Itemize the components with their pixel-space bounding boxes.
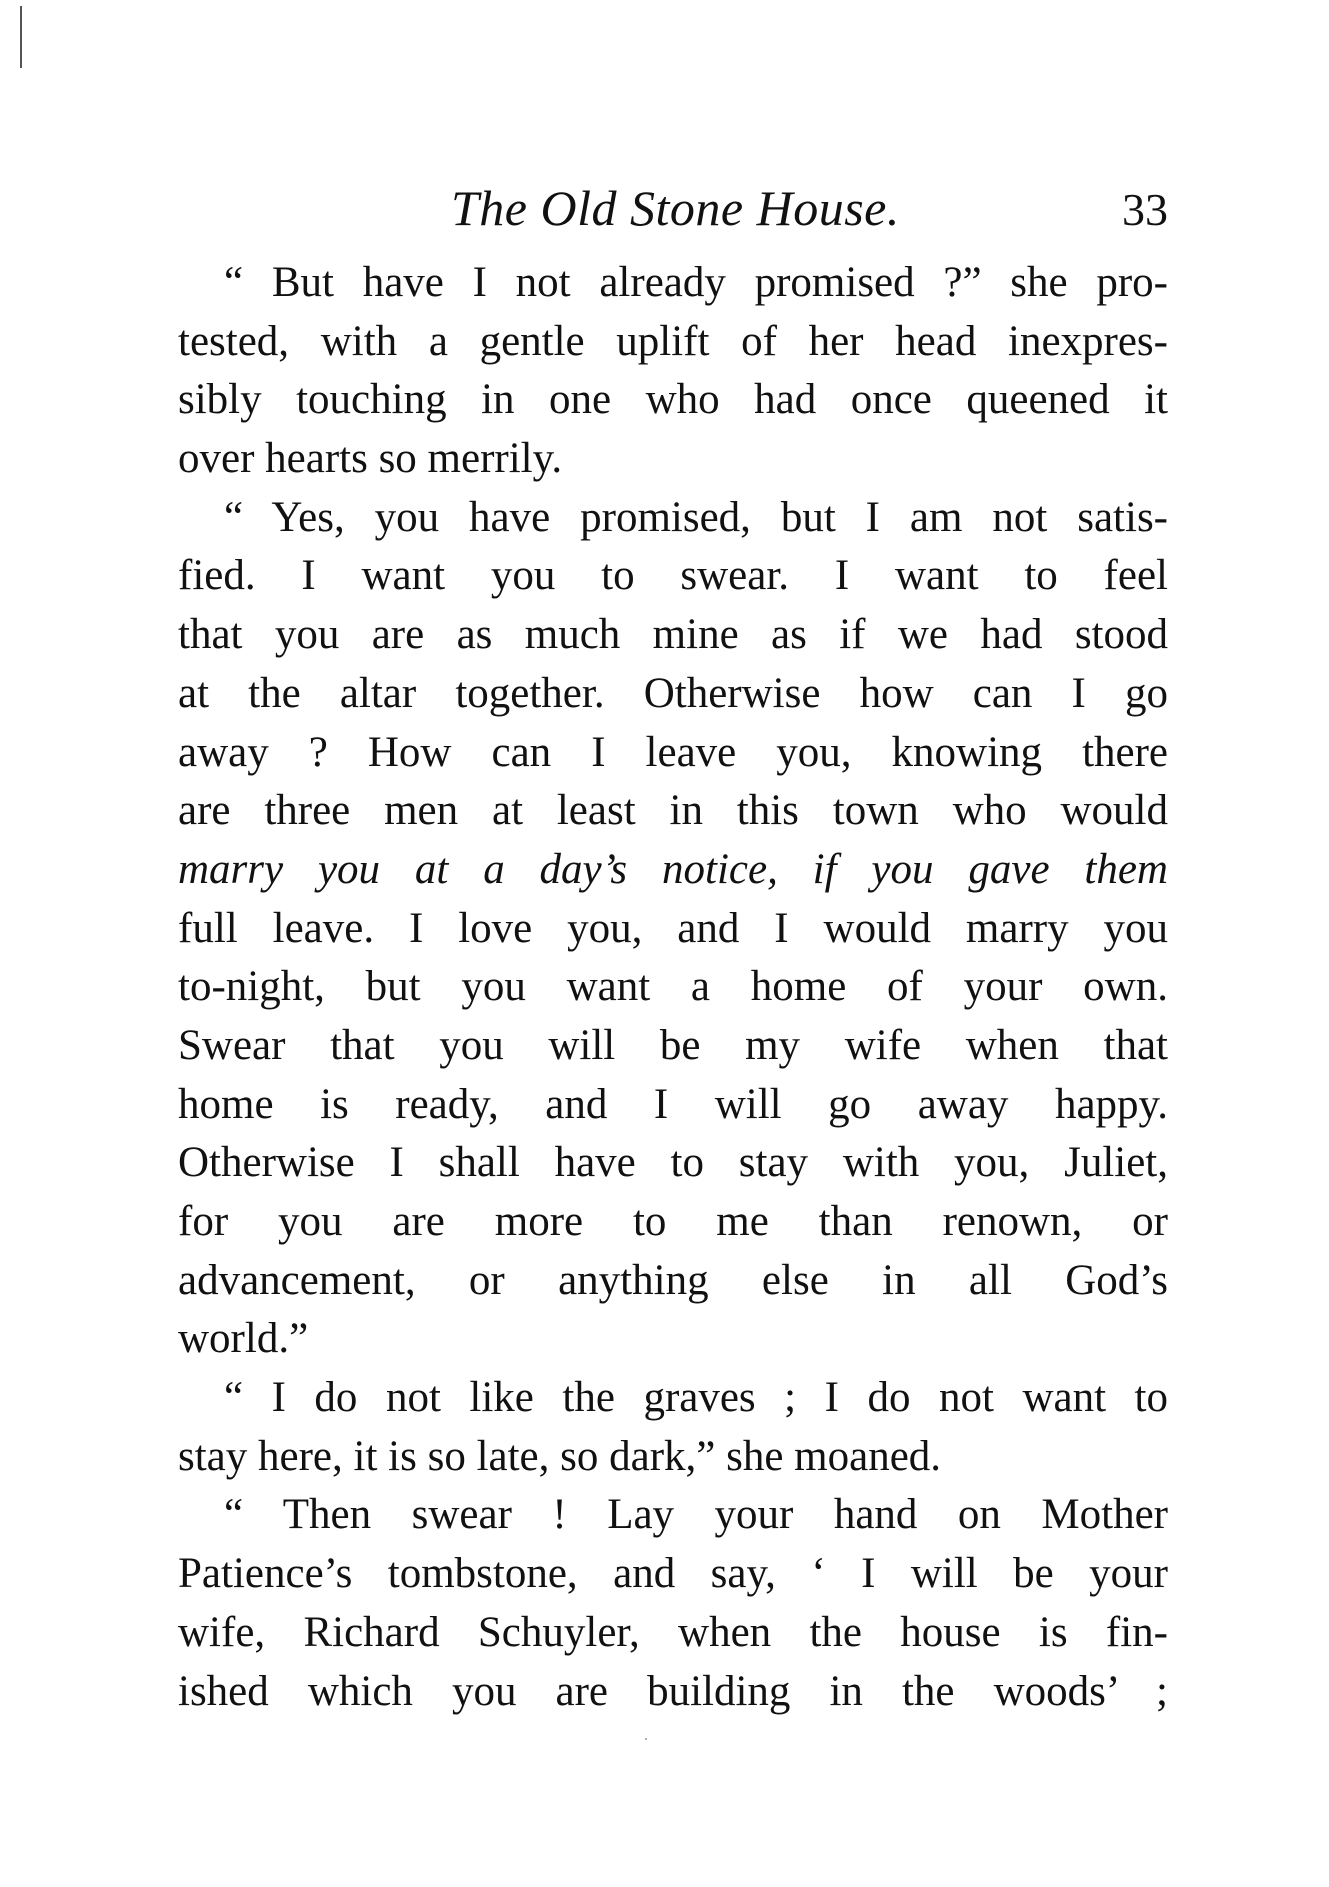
text-line: wife, Richard Schuyler, when the house is fin- — [178, 1608, 1168, 1656]
text-line: at the altar together. Otherwise how can I go — [178, 669, 1168, 717]
text-line: stay here, it is so late, so dark,” she moaned. — [178, 1432, 942, 1480]
running-head — [178, 178, 1168, 238]
page-number: 33 — [1122, 184, 1168, 235]
text-line: full leave. I love you, and I would marry you — [178, 904, 1168, 952]
margin-rule — [20, 6, 22, 68]
text-line: for you are more to me than renown, or — [178, 1198, 1168, 1245]
paper-speck — [645, 1738, 647, 1740]
text-line: fied. I want you to swear. I want to feel — [178, 552, 1168, 600]
text-line: Otherwise I shall have to stay with you, Juliet, — [178, 1139, 1168, 1187]
text-line: ished which you are building in the woods’ ; — [178, 1667, 1168, 1715]
text-line: “ I do not like the graves ; I do not want to — [224, 1374, 1168, 1422]
text-line: advancement, or anything else in all God’s — [178, 1256, 1168, 1304]
text-line: “ Yes, you have promised, but I am not satis- — [224, 493, 1168, 541]
text-line: are three men at least in this town who would — [178, 787, 1168, 835]
text-line: to-night, but you want a home of your own. — [178, 963, 1168, 1011]
text-line: home is ready, and I will go away happy. — [178, 1080, 1168, 1128]
text-line: that you are as much mine as if we had stood — [178, 611, 1168, 659]
body-text — [178, 254, 1168, 1721]
text-line: over hearts so merrily. — [178, 435, 563, 483]
text-line: away ? How can I leave you, knowing there — [178, 728, 1168, 776]
text-line: “ Then swear ! Lay your hand on Mother — [224, 1491, 1168, 1539]
text-line: tested, with a gentle uplift of her head inexpres- — [178, 317, 1168, 365]
text-line: world.” — [178, 1315, 309, 1363]
running-title: The Old Stone House. — [451, 180, 900, 236]
text-line: Swear that you will be my wife when that — [178, 1021, 1168, 1069]
text-line: “ But have I not already promised ?” she pro- — [224, 259, 1168, 306]
text-line: marry you at a day’s notice, if you gave them — [178, 845, 1168, 893]
text-line: Patience’s tombstone, and say, ‘ I will be your — [178, 1550, 1168, 1598]
text-line: sibly touching in one who had once queened it — [178, 376, 1168, 424]
